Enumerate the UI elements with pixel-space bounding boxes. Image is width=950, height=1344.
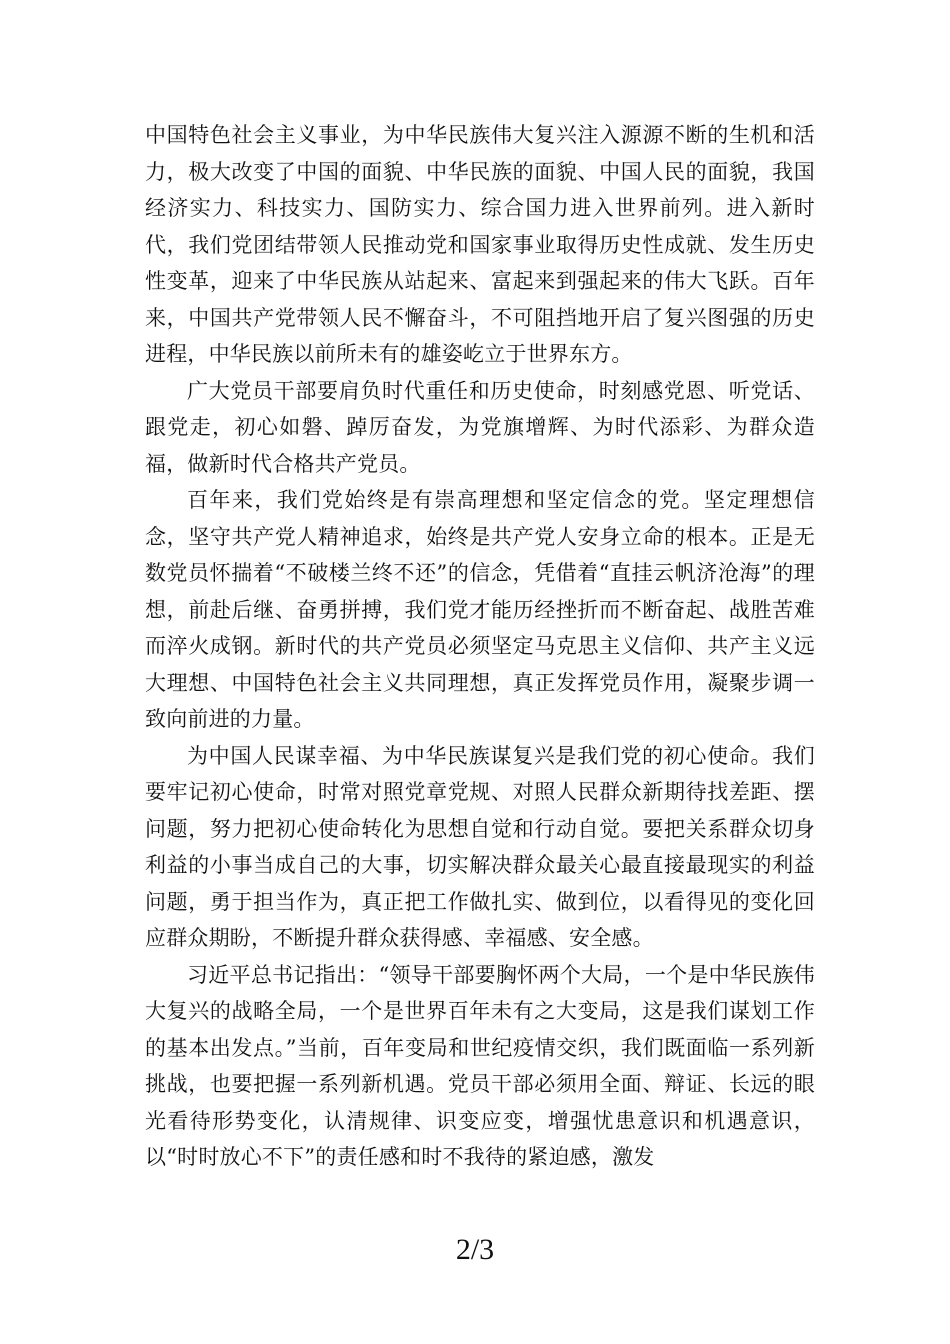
paragraph-continued: 中国特色社会主义事业，为中华民族伟大复兴注入源源不断的生机和活力，极大改变了中国的面貌、中华民族的面貌、中国人民的面貌，我国经济实力、科技实力、国防实力、综合国力进入世界前列。进入新时代，我们党团结带领人民推动党和国家事业取得历史性成就、发生历史性变革，迎来了中华民族从站起来、富起来到强起来的伟大飞跃。百年来，中国共产党带领人民不懈奋斗，不可阻挡地开启了复兴图强的历史进程，中华民族以前所未有的雄姿屹立于世界东方。: [145, 123, 815, 366]
paragraph: 百年来，我们党始终是有崇高理想和坚定信念的党。坚定理想信念，坚守共产党人精神追求，始终是共产党人安身立命的根本。正是无数党员怀揣着“不破楼兰终不还”的信念，凭借着“直挂云帆济沧海”的理想，前赴后继、奋勇拼搏，我们党才能历经挫折而不断奋起、战胜苦难而淬火成钢。新时代的共产党员必须坚定马克思主义信仰、共产主义远大理想、中国特色社会主义共同理想，真正发挥党员作用，凝聚步调一致向前进的力量。: [145, 488, 815, 731]
paragraph: 广大党员干部要肩负时代重任和历史使命，时刻感党恩、听党话、跟党走，初心如磐、踔厉奋发，为党旗增辉、为时代添彩、为群众造福，做新时代合格共产党员。: [145, 378, 815, 476]
body-text: [145, 117, 815, 1176]
paragraph: 习近平总书记指出：“领导干部要胸怀两个大局，一个是中华民族伟大复兴的战略全局，一个是世界百年未有之大变局，这是我们谋划工作的基本出发点。”当前，百年变局和世纪疫情交织，我们既面临一系列新挑战，也要把握一系列新机遇。党员干部必须用全面、辩证、长远的眼光看待形势变化，认清规律、识变应变，增强忧患意识和机遇意识，以“时时放心不下”的责任感和时不我待的紧迫感，激发: [145, 962, 815, 1169]
paragraph: 为中国人民谋幸福、为中华民族谋复兴是我们党的初心使命。我们要牢记初心使命，时常对照党章党规、对照人民群众新期待找差距、摆问题，努力把初心使命转化为思想自觉和行动自觉。要把关系群众切身利益的小事当成自己的大事，切实解决群众最关心最直接最现实的利益问题，勇于担当作为，真正把工作做扎实、做到位，以看得见的变化回应群众期盼，不断提升群众获得感、幸福感、安全感。: [145, 743, 815, 950]
page-number: 2/3: [455, 1233, 495, 1266]
